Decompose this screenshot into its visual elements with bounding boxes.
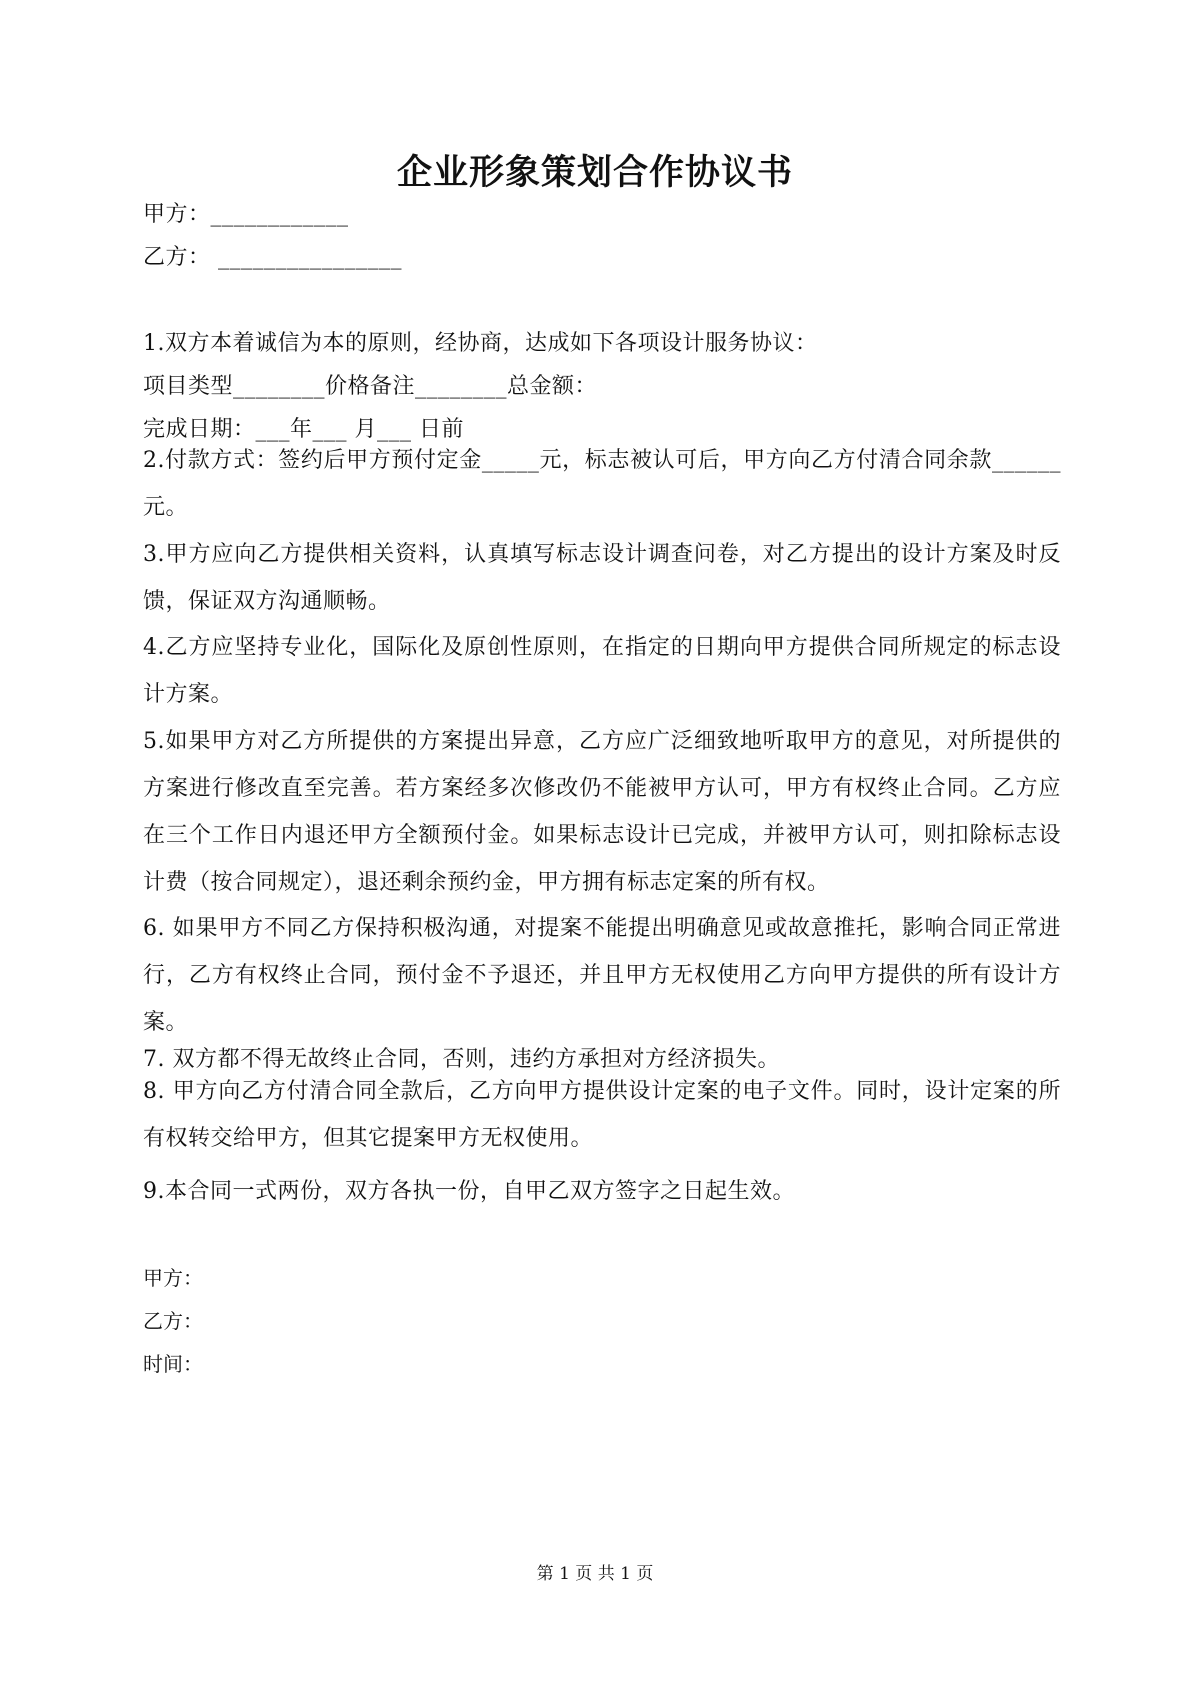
clause-5: 5.如果甲方对乙方所提供的方案提出异意，乙方应广泛细致地听取甲方的意见，对所提供的方案进行修改直至完善。若方案经多次修改仍不能被甲方认可，甲方有权终止合同。乙方应在三个工作日内退还甲方全额预付金。如果标志设计已完成，并被甲方认可，则扣除标志设计费（按合同规定），退还剩余预约金，甲方拥有标志定案的所有权。 xyxy=(143,729,1061,895)
document-title: 企业形象策划合作协议书 xyxy=(396,152,793,193)
signature-party-a: 甲方： xyxy=(143,1266,203,1290)
completion-date-line: 完成日期：___年___ 月___ 日前 xyxy=(143,417,464,442)
party-b-line: 乙方： ________________ xyxy=(143,245,402,270)
signature-party-b: 乙方： xyxy=(143,1309,203,1333)
clause-8: 8. 甲方向乙方付清合同全款后，乙方向甲方提供设计定案的电子文件。同时，设计定案的所有权转交给甲方，但其它提案甲方无权使用。 xyxy=(143,1079,1061,1151)
signature-time: 时间： xyxy=(143,1352,203,1376)
project-type-line: 项目类型________价格备注________总金额： xyxy=(143,374,598,399)
clause-6: 6. 如果甲方不同乙方保持积极沟通，对提案不能提出明确意见或故意推托，影响合同正常进行，乙方有权终止合同，预付金不予退还，并且甲方无权使用乙方向甲方提供的所有设计方案。 xyxy=(143,916,1061,1035)
clause-2: 2.付款方式：签约后甲方预付定金_____元，标志被认可后，甲方向乙方付清合同余款______元。 xyxy=(143,448,1061,520)
clause-3: 3.甲方应向乙方提供相关资料，认真填写标志设计调查问卷，对乙方提出的设计方案及时反馈，保证双方沟通顺畅。 xyxy=(143,542,1061,614)
page-footer: 第 1 页 共 1 页 xyxy=(536,1564,654,1584)
clause-1: 1.双方本着诚信为本的原则，经协商，达成如下各项设计服务协议： xyxy=(143,331,818,356)
clause-7: 7. 双方都不得无故终止合同，否则，违约方承担对方经济损失。 xyxy=(143,1047,780,1072)
clause-4: 4.乙方应坚持专业化，国际化及原创性原则，在指定的日期向甲方提供合同所规定的标志设计方案。 xyxy=(143,635,1061,707)
party-a-line: 甲方：____________ xyxy=(143,202,349,227)
clause-9: 9.本合同一式两份，双方各执一份，自甲乙双方签字之日起生效。 xyxy=(143,1179,795,1204)
